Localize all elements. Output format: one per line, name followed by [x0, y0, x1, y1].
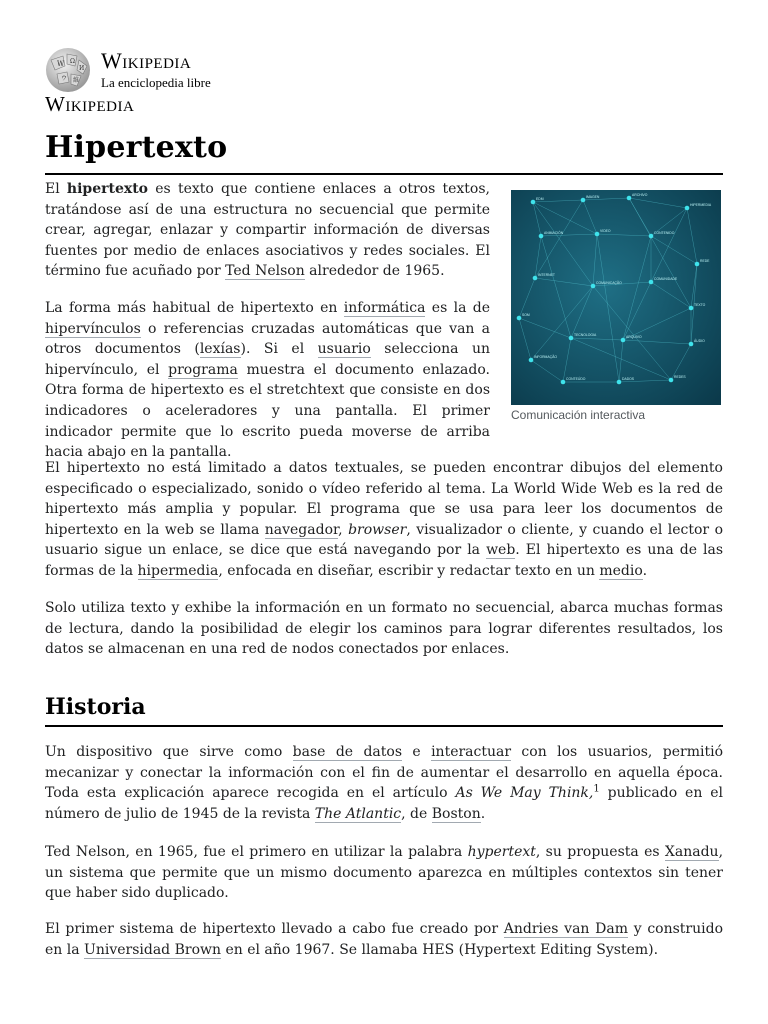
network-node-label: IMAGEN [586, 195, 600, 199]
network-node [529, 358, 534, 363]
wikipedia-logo[interactable] [45, 46, 345, 94]
link-navegador[interactable]: navegador [264, 521, 339, 538]
network-node [517, 316, 522, 321]
link-interactuar[interactable]: interactuar [431, 744, 512, 760]
network-image[interactable] [511, 190, 721, 405]
network-node-label: ANIMACIÓN [544, 231, 564, 235]
historia-paragraph-2: Ted Nelson, en 1965, fue el primero en utilizar la palabra hypertext, su propuesta es Xanadu, un sistema que permite que un mismo documento aparezca en múltiples contextos sin tener que haber sido duplicado. [45, 844, 724, 902]
network-node-label: CONTENIDO [654, 231, 675, 235]
link-xanadu[interactable]: Xanadu [664, 844, 719, 860]
page-title: Hipertexto [45, 130, 228, 165]
network-node-label: COMUNIDADE [654, 277, 678, 281]
network-node [591, 284, 596, 289]
bold-term: hipertexto [66, 181, 149, 197]
link-programa[interactable]: programa [168, 361, 238, 378]
network-node [581, 198, 586, 203]
link-hipervinculos[interactable]: hipervínculos [45, 320, 141, 337]
network-node-label: ARQUIVO [626, 335, 642, 339]
link-base-de-datos[interactable]: base de datos [292, 744, 403, 760]
network-node-label: CONTEÚDO [566, 377, 586, 381]
network-node-label: INFORMAÇÃO [534, 355, 557, 359]
svg-text:И: И [79, 65, 85, 72]
network-node-label: COMUNICAÇÃO [596, 281, 622, 285]
intro-paragraph-2: La forma más habitual de hipertexto en informática es la de hipervínculos o referencias cruzadas automáticas que van a otros documentos (lexías). Si el usuario selecciona un hipervínculo, el programa muestra el documento enlazado. Otra forma de hipertexto es el stretchtext que consiste en dos indicadores o aceleradores y una pantalla. El primer indicador permite que lo escrito pueda moverse de arriba hacia abajo en la pantalla. [45, 300, 490, 461]
intro-paragraph-4: Solo utiliza texto y exhibe la información en un formato no secuencial, abarca muchas formas de lectura, dando la posibilidad de elegir los caminos para lograr diferentes resultados, los datos se almacenan en una red de nodos conectados por enlaces. [45, 600, 723, 658]
network-node-label: REDE [700, 259, 710, 263]
network-node-label: EDM [536, 197, 544, 201]
network-node-label: ÁUDIO [694, 339, 705, 343]
network-node [531, 200, 536, 205]
network-node-label: DADOS [622, 377, 635, 381]
intro-paragraph-3: El hipertexto no está limitado a datos textuales, se pueden encontrar dibujos del elemento especificado o especializado, sonido o vídeo referido al tema. La World Wide Web es la red de hipertexto más amplia y popular. El programa que se usa para leer los documentos de hipertexto en la web se llama navegador, browser, visualizador o cliente, y cuando el lector o usuario sigue un enlace, se dice que está navegando por la web. El hipertexto es una de las formas de la hipermedia, enfocada en diseñar, escribir y redactar texto en un medio. [45, 460, 724, 579]
network-node [689, 342, 694, 347]
link-medio[interactable]: medio [599, 562, 643, 579]
historia-paragraph-1: Un dispositivo que sirve como base de datos e interactuar con los usuarios, permitió mecanizar y conectar la información con el fin de aumentar el desarrollo en aquella época. Toda esta explicación aparece recogida en el artículo As We May Think,$^1$ publicado en el número de julio de 1945 de la revista The Atlantic, de Boston. [45, 744, 724, 822]
network-node [695, 262, 700, 267]
reference-1[interactable]: 1 [593, 783, 600, 795]
network-node [649, 234, 654, 239]
wikipedia-wordmark [101, 50, 191, 72]
network-node-label: VIDEO [600, 229, 611, 233]
network-node [621, 338, 626, 343]
link-informatica[interactable]: informática [343, 300, 426, 316]
svg-text:Ω: Ω [70, 58, 75, 65]
network-node [539, 234, 544, 239]
title-divider [45, 173, 723, 175]
link-lexias[interactable]: lexías [199, 341, 241, 358]
network-node-label: TEXTO [694, 303, 706, 307]
link-hipermedia[interactable]: hipermedia [137, 562, 219, 579]
network-node [649, 280, 654, 285]
network-node-label: SOM [522, 313, 530, 317]
network-node [561, 380, 566, 385]
network-node [669, 378, 674, 383]
wikipedia-wordmark-secondary: Wikipedia [45, 92, 135, 116]
link-ted-nelson[interactable]: Ted Nelson [225, 263, 305, 280]
historia-paragraph-3: El primer sistema de hipertexto llevado a cabo fue creado por Andries van Dam y construido en la Universidad Brown en el año 1967. Se llamaba HES (Hypertext Editing System). [45, 921, 724, 958]
network-node-label: REDES [674, 375, 686, 379]
section-divider [45, 725, 723, 727]
italic-browser: browser [348, 521, 407, 538]
network-node-label: ARCHIVO [632, 193, 648, 197]
network-node [689, 306, 694, 311]
italic-hypertext: hypertext [467, 844, 536, 860]
wikipedia-tagline: La enciclopedia libre [101, 75, 211, 90]
network-node [569, 336, 574, 341]
link-boston[interactable]: Boston [431, 805, 481, 822]
network-node [533, 276, 538, 281]
intro-paragraph-1: El hipertexto es texto que contiene enlaces a otros textos, tratándose así de una estructura no secuencial que permite crear, agregar, enlazar y compartir información de diversas fuentes por medio de enlaces asociativos y redes sociales. El término fue acuñado por Ted Nelson alrededor de 1965. [45, 181, 490, 280]
figure-caption: Comunicación interactiva [511, 408, 646, 422]
svg-text:W: W [57, 60, 65, 68]
wordmark-text: Wikipedia [101, 48, 192, 73]
link-universidad-brown[interactable]: Universidad Brown [84, 941, 222, 958]
svg-text:ウ: ウ [61, 75, 68, 82]
italic-as-we-may-think: As We May Think, [455, 785, 594, 802]
link-usuario[interactable]: usuario [317, 341, 371, 358]
network-node [627, 196, 632, 201]
svg-text:維: 維 [73, 77, 80, 84]
network-node [617, 380, 622, 385]
network-node-label: HIPERMEDIA [690, 203, 712, 207]
link-web[interactable]: web [486, 542, 516, 559]
link-andries-van-dam[interactable]: Andries van Dam [503, 921, 628, 937]
figure-interactive-communication [511, 190, 721, 422]
network-node [595, 232, 600, 237]
section-heading-historia: Historia [45, 694, 146, 720]
network-node [685, 206, 690, 211]
wikipedia-globe-icon [43, 46, 93, 94]
network-node-label: INTERNET [538, 273, 555, 277]
network-node-label: TECNOLOGIA [574, 333, 597, 337]
link-the-atlantic[interactable]: The Atlantic [314, 805, 402, 822]
